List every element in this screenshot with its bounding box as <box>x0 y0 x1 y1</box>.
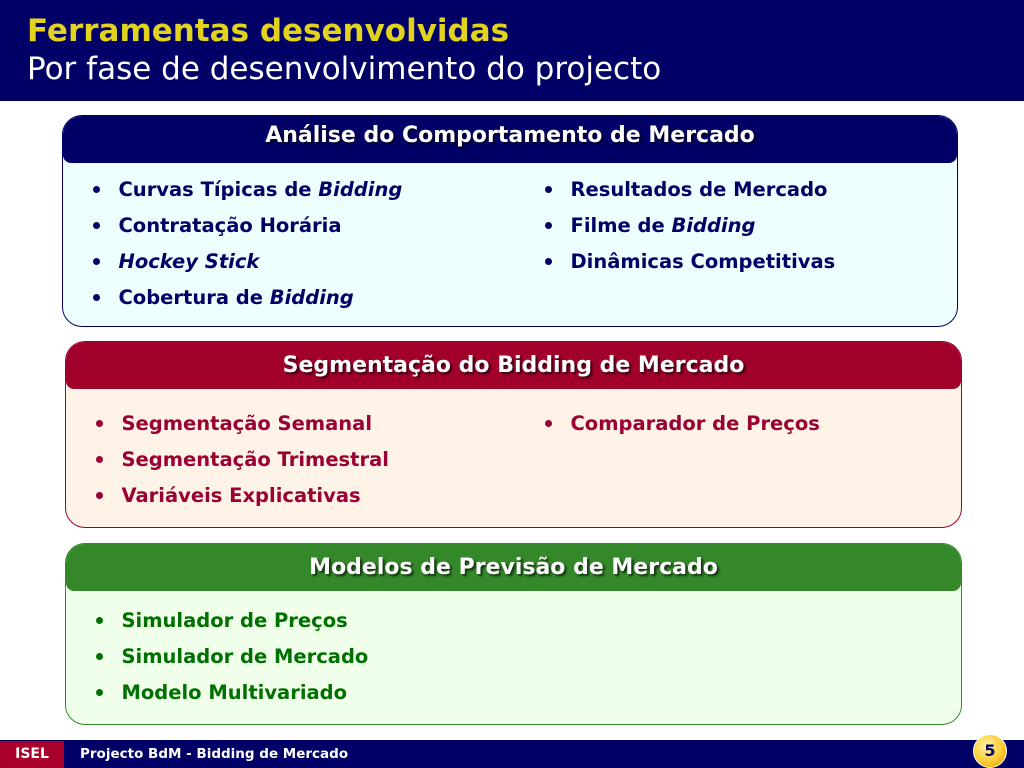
list-item-contratacao-horaria <box>119 208 403 244</box>
list-item-comparador <box>571 406 820 442</box>
bullet-icon <box>96 689 103 696</box>
slide-subtitle: Por fase de desenvolvimento do projecto <box>27 51 662 87</box>
item-text: Curvas Típicas de <box>118 177 319 201</box>
section-title: Análise do Comportamento de Mercado <box>63 116 957 163</box>
bullet-list-right <box>571 172 836 280</box>
bullet-icon <box>96 653 103 660</box>
bullet-list-left <box>119 172 403 316</box>
item-text: Resultados de Mercado <box>570 177 828 201</box>
item-text: Simulador de Mercado <box>121 644 369 668</box>
bullet-icon <box>545 258 552 265</box>
list-item-modelo-multivariado <box>122 675 369 711</box>
bullet-list-left <box>122 603 369 711</box>
bullet-icon <box>93 294 100 301</box>
item-emphasis: Bidding <box>269 285 354 309</box>
item-text: Cobertura de <box>118 285 270 309</box>
list-item-simulador-mercado <box>122 639 369 675</box>
bullet-icon <box>96 420 103 427</box>
item-text: Variáveis Explicativas <box>121 483 361 507</box>
bullet-icon <box>96 456 103 463</box>
item-text: Segmentação Semanal <box>121 411 373 435</box>
item-text: Filme de <box>570 213 672 237</box>
item-text: Comparador de Preços <box>570 411 820 435</box>
list-item-segmentacao-trimestral <box>122 442 389 478</box>
page-number-badge: 5 <box>973 734 1007 768</box>
bullet-list-left <box>122 406 389 514</box>
list-item-resultados <box>571 172 836 208</box>
section-analise-comportamento <box>62 115 958 327</box>
section-modelos-previsao <box>65 543 962 725</box>
list-item-curvas-tipicas <box>119 172 403 208</box>
isel-logo: ISEL <box>0 741 64 768</box>
bullet-icon <box>545 222 552 229</box>
bullet-icon <box>545 186 552 193</box>
bullet-icon <box>96 492 103 499</box>
slide-title: Ferramentas desenvolvidas <box>27 13 510 49</box>
section-title: Segmentação do Bidding de Mercado <box>66 342 961 389</box>
section-segmentacao-bidding <box>65 341 962 528</box>
list-item-filme <box>571 208 836 244</box>
footer-project-title: Projecto BdM - Bidding de Mercado <box>80 746 349 762</box>
bullet-icon <box>545 420 552 427</box>
item-text: Simulador de Preços <box>121 608 348 632</box>
bullet-icon <box>96 617 103 624</box>
bullet-icon <box>93 258 100 265</box>
item-emphasis: Bidding <box>318 177 403 201</box>
list-item-variaveis <box>122 478 389 514</box>
list-item-cobertura <box>119 280 403 316</box>
list-item-segmentacao-semanal <box>122 406 389 442</box>
list-item-simulador-precos <box>122 603 369 639</box>
item-emphasis: Bidding <box>671 213 756 237</box>
bullet-icon <box>93 186 100 193</box>
list-item-hockey-stick <box>119 244 403 280</box>
item-text: Contratação Horária <box>118 213 342 237</box>
item-text: Segmentação Trimestral <box>121 447 389 471</box>
item-text: Dinâmicas Competitivas <box>570 249 836 273</box>
bullet-list-right <box>571 406 820 442</box>
item-emphasis: Hockey Stick <box>118 249 260 273</box>
list-item-dinamicas <box>571 244 836 280</box>
section-title: Modelos de Previsão de Mercado <box>66 544 961 591</box>
bullet-icon <box>93 222 100 229</box>
item-text: Modelo Multivariado <box>121 680 348 704</box>
